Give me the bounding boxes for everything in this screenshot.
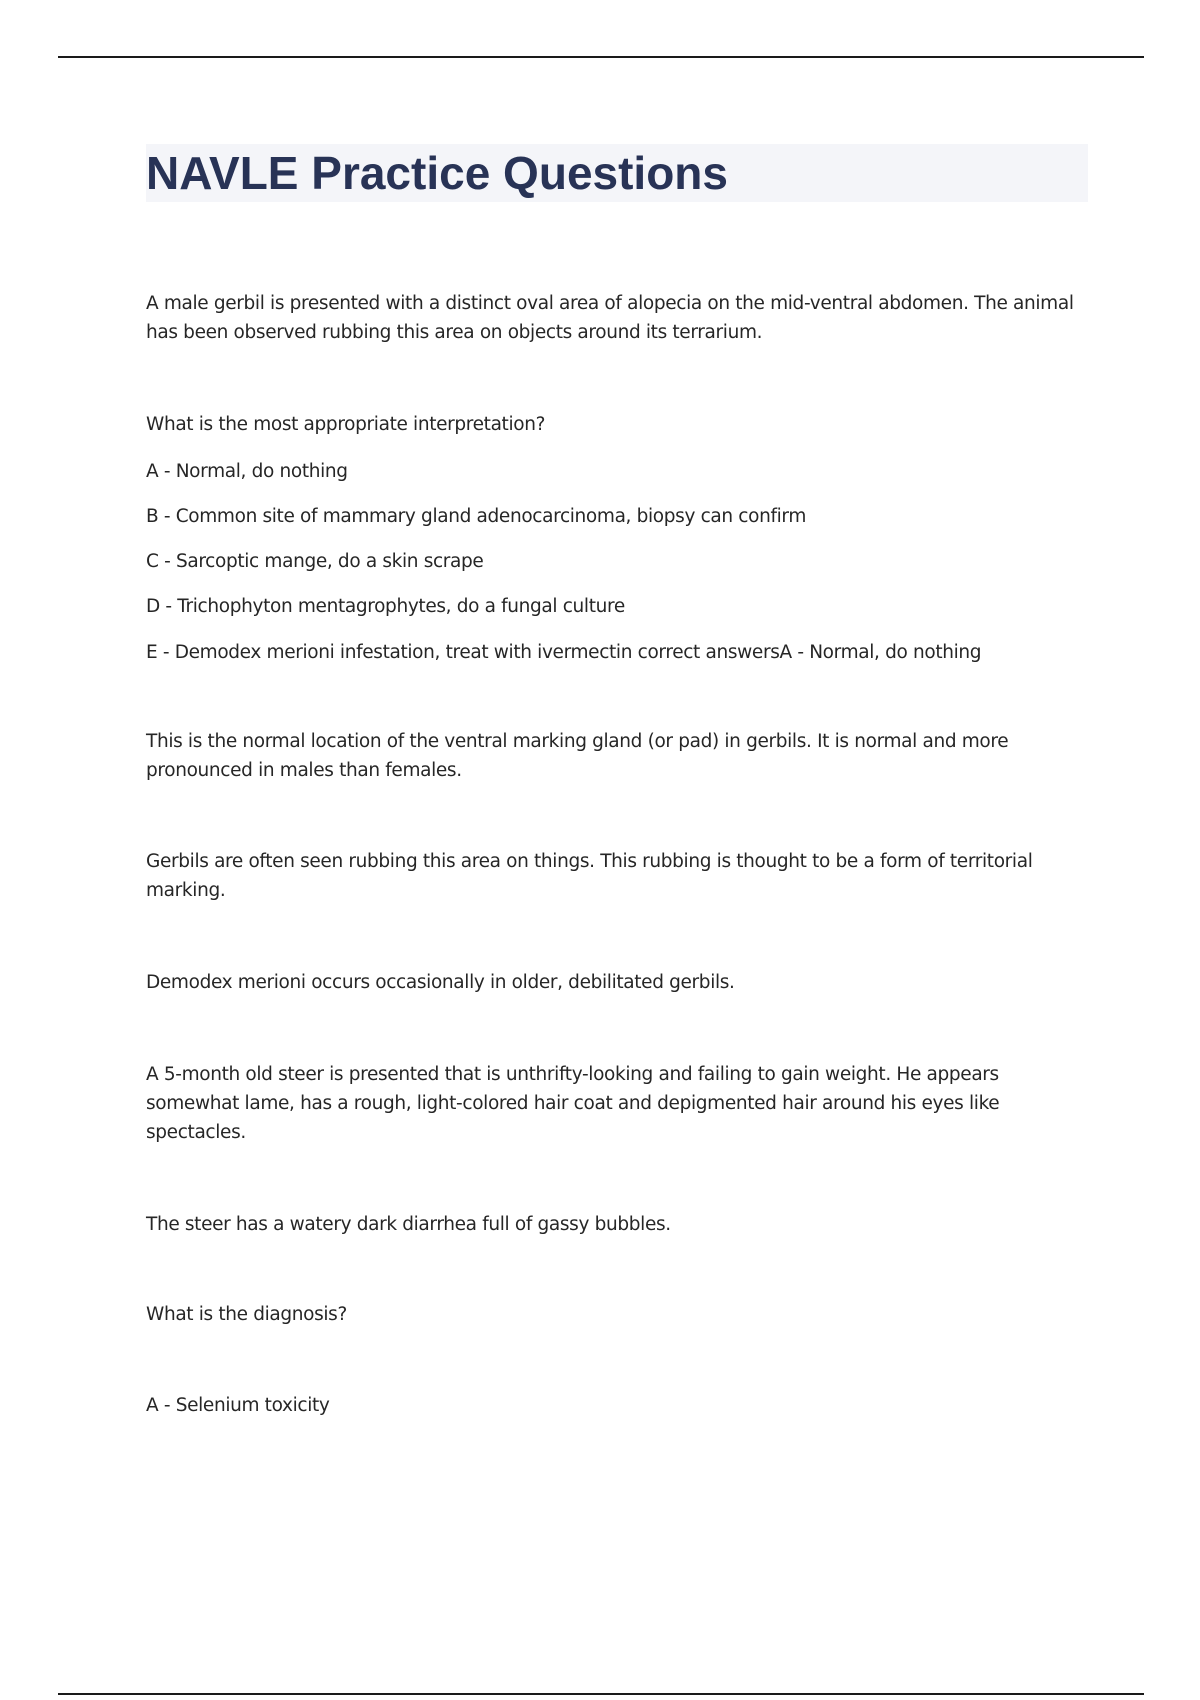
question-1-option-d: D - Trichophyton mentagrophytes, do a fungal culture bbox=[146, 596, 625, 617]
question-1-stem: A male gerbil is presented with a distinct oval area of alopecia on the mid-ventral abdomen. The animal has been observed rubbing this area on objects around its terrarium. bbox=[146, 293, 1074, 343]
question-1-prompt: What is the most appropriate interpretation? bbox=[146, 414, 546, 435]
explanation-paragraph: Demodex merioni occurs occasionally in older, debilitated gerbils. bbox=[146, 972, 735, 993]
question-2-prompt: What is the diagnosis? bbox=[146, 1304, 347, 1325]
question-1-option-b: B - Common site of mammary gland adenocarcinoma, biopsy can confirm bbox=[146, 506, 807, 527]
question-1-option-e-answer: E - Demodex merioni infestation, treat with ivermectin correct answersA - Normal, do nothing bbox=[146, 642, 982, 663]
question-2-stem: A 5-month old steer is presented that is unthrifty-looking and failing to gain weight. He appears somewhat lame, has a rough, light-colored hair coat and depigmented hair around his eyes like spectacles. bbox=[146, 1064, 1000, 1143]
question-1-option-c: C - Sarcoptic mange, do a skin scrape bbox=[146, 551, 484, 572]
question-2-detail: The steer has a watery dark diarrhea full of gassy bubbles. bbox=[146, 1214, 671, 1235]
header-rule bbox=[58, 56, 1144, 58]
question-2-option-a: A - Selenium toxicity bbox=[146, 1395, 330, 1416]
footer-rule bbox=[58, 1693, 1144, 1695]
explanation-paragraph: Gerbils are often seen rubbing this area on things. This rubbing is thought to be a form of territorial marking. bbox=[146, 851, 1033, 901]
explanation-paragraph: This is the normal location of the ventral marking gland (or pad) in gerbils. It is normal and more pronounced in males than females. bbox=[146, 731, 1009, 781]
page-title: NAVLE Practice Questions bbox=[146, 147, 728, 199]
question-1-option-a: A - Normal, do nothing bbox=[146, 461, 348, 482]
